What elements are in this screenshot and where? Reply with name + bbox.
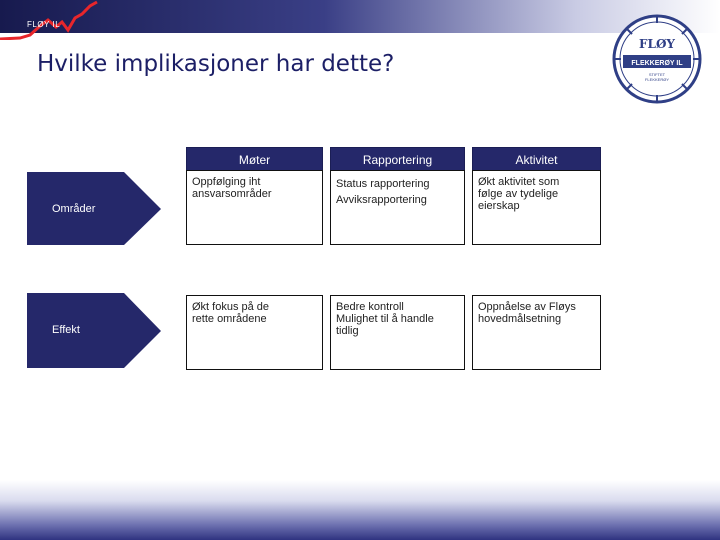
brand-label: FLØY IL: [27, 20, 61, 29]
row-header-effekt: [27, 293, 161, 368]
table-cell: Økt fokus på de rette områdene: [186, 295, 323, 370]
table-cell: Oppnåelse av Fløys hovedmålsetning: [472, 295, 601, 370]
page-title: Hvilke implikasjoner har dette?: [37, 51, 395, 77]
footer-gradient-bar: [0, 480, 720, 540]
table-cell: Oppfølging iht ansvarsområder: [186, 170, 323, 245]
crest-small-text-1: STIFTET: [648, 72, 666, 77]
row-header-omrader: [27, 172, 161, 245]
column-header-moter: Møter: [186, 147, 323, 172]
column-header-rapportering: Rapportering: [330, 147, 465, 172]
table-cell: Økt aktivitet som følge av tydelige eierskap: [472, 170, 601, 245]
table-cell: Status rapportering Avviksrapportering: [330, 170, 465, 245]
column-header-aktivitet: Aktivitet: [472, 147, 601, 172]
row-header-arrow-shape: [27, 293, 161, 368]
crest-small-text-2: FLEKKERØY: [644, 77, 670, 82]
crest-main-text: FLEKKERØY IL: [631, 60, 683, 67]
table-cell: Bedre kontroll Mulighet til å handle tidlig: [330, 295, 465, 370]
crest-top-text: FLØY: [639, 37, 675, 51]
row-label: Effekt: [52, 324, 80, 336]
row-label: Områder: [52, 203, 96, 215]
club-crest-icon: [612, 14, 702, 104]
